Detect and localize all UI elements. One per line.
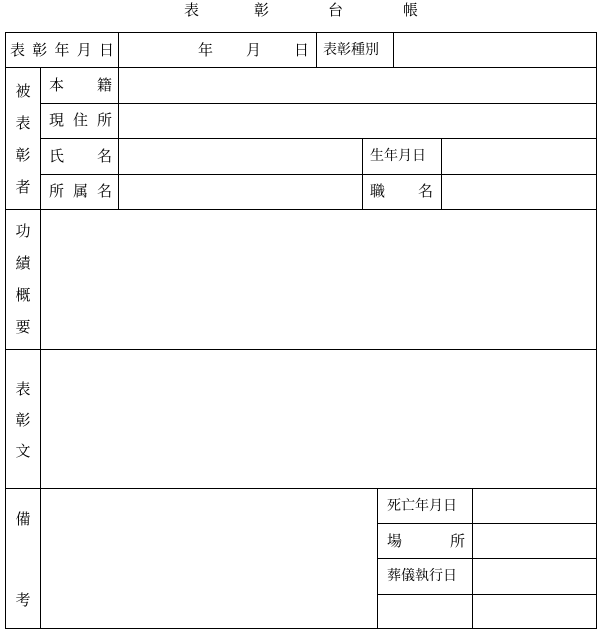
- recipient-group-char: 彰: [15, 146, 31, 164]
- name-field[interactable]: [118, 138, 363, 175]
- award-type-label: 表彰種別: [323, 42, 379, 58]
- page-title: [0, 0, 599, 22]
- death-date-field[interactable]: [472, 488, 597, 524]
- achievements-field[interactable]: [40, 209, 597, 350]
- affiliation-label: 所 属 名: [49, 182, 112, 200]
- funeral-date-field[interactable]: [472, 558, 597, 595]
- award-date-label: 表 彰 年 月 日: [10, 41, 114, 59]
- place-field[interactable]: [472, 523, 597, 559]
- honseki-field[interactable]: [118, 67, 597, 104]
- honseki-label: 本 籍: [49, 76, 112, 94]
- title-char: 彰: [254, 1, 270, 19]
- address-field[interactable]: [118, 103, 597, 139]
- date-month-label: 月: [246, 41, 262, 59]
- award-date-field[interactable]: [118, 32, 317, 68]
- recipient-group-char: 被: [15, 82, 31, 100]
- death-date-label: 死亡年月日: [387, 498, 457, 514]
- citation-char: 文: [15, 442, 31, 460]
- award-type-field[interactable]: [393, 32, 597, 68]
- remarks-char: 備: [15, 510, 31, 528]
- position-field[interactable]: [441, 174, 597, 210]
- achievements-char: 要: [15, 318, 31, 336]
- place-label: 場 所: [387, 532, 465, 550]
- achievements-char: 績: [15, 254, 31, 272]
- citation-field[interactable]: [40, 349, 597, 489]
- extra-label-cell[interactable]: [377, 594, 473, 629]
- address-label: 現 住 所: [49, 111, 112, 129]
- remarks-field[interactable]: [40, 488, 378, 629]
- title-char: 台: [328, 1, 344, 19]
- achievements-char: 概: [15, 286, 31, 304]
- birthdate-label: 生年月日: [370, 148, 426, 164]
- funeral-date-label: 葬儀執行日: [387, 568, 457, 584]
- recipient-group-char: 表: [15, 114, 31, 132]
- recipient-group-char: 者: [15, 178, 31, 196]
- title-char: 帳: [403, 1, 419, 19]
- citation-char: 表: [15, 380, 31, 398]
- remarks-char: 考: [15, 591, 31, 609]
- date-day-label: 日: [294, 41, 310, 59]
- position-label: 職 名: [370, 182, 433, 200]
- title-char: 表: [184, 1, 200, 19]
- achievements-char: 功: [15, 222, 31, 240]
- citation-char: 彰: [15, 411, 31, 429]
- extra-field[interactable]: [472, 594, 597, 629]
- birthdate-field[interactable]: [441, 138, 597, 175]
- date-year-label: 年: [198, 41, 214, 59]
- name-label: 氏 名: [49, 147, 112, 165]
- affiliation-field[interactable]: [118, 174, 363, 210]
